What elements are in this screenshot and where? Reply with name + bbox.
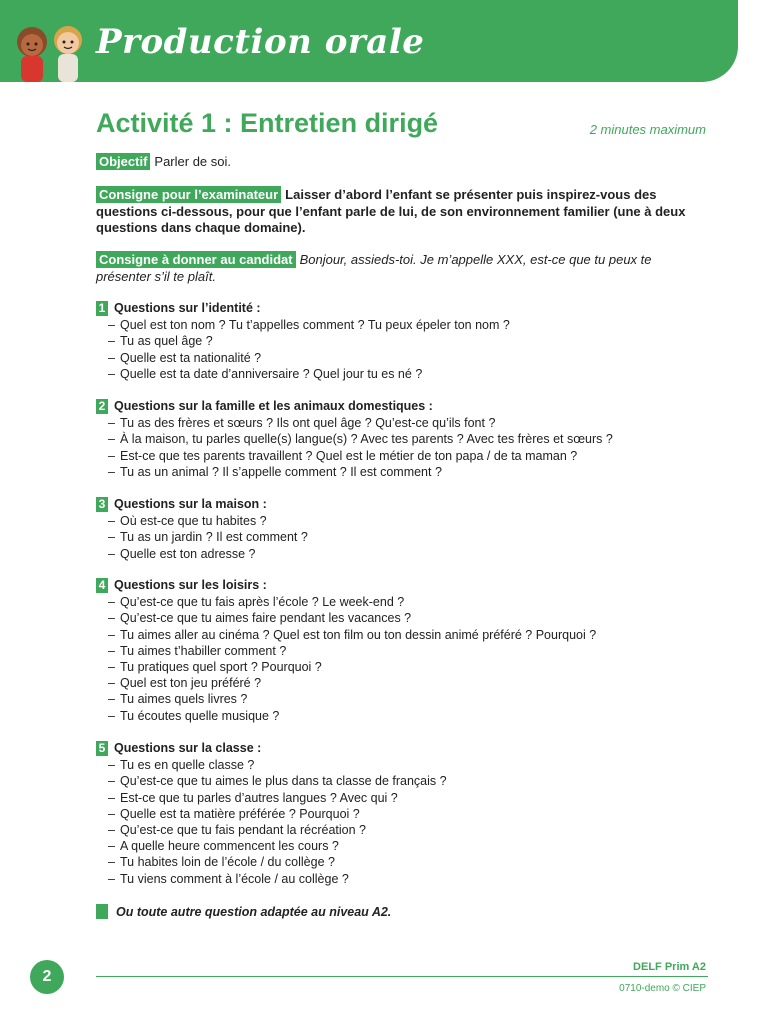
consigne-examinateur-block [96, 187, 696, 237]
question-item: – Quelle est ta nationalité ? [108, 350, 716, 366]
section-identite [96, 300, 716, 382]
final-note-text: Ou toute autre question adaptée au niveau A2. [116, 904, 392, 919]
question-item: – À la maison, tu parles quelle(s) langue(s) ? Avec tes parents ? Avec tes frères et sœurs ? [108, 431, 716, 447]
question-item: – Tu habites loin de l’école / du collège ? [108, 854, 716, 870]
consigne-examinateur-text: Laisser d’abord l’enfant se présenter puis inspirez-vous des questions ci-dessous, pour que l’enfant parle de lui, de son environnement familier (une à deux questions dans chaque domaine). [96, 187, 686, 235]
question-item: – Qu’est-ce que tu fais pendant la récréation ? [108, 822, 716, 838]
section-heading [96, 300, 716, 316]
section-maison [96, 496, 716, 562]
section-title: Questions sur les loisirs : [114, 578, 267, 592]
consigne-candidat-block [96, 252, 696, 285]
section-title: Questions sur la classe : [114, 741, 262, 755]
objectif-text: Parler de soi. [154, 154, 231, 169]
activity-title: Activité 1 : Entretien dirigé [96, 108, 439, 138]
footer-exam-label: DELF Prim A2 [633, 961, 706, 973]
question-item: – A quelle heure commencent les cours ? [108, 838, 716, 854]
section-number: 5 [96, 741, 108, 756]
question-item: – Qu’est-ce que tu fais après l’école ? Le week-end ? [108, 594, 716, 610]
question-item: – Tu aimes aller au cinéma ? Quel est ton film ou ton dessin animé préféré ? Pourquoi ? [108, 627, 716, 643]
consigne-examinateur-label: Consigne pour l’examinateur [96, 186, 281, 203]
section-famille [96, 398, 716, 480]
header-title: Production orale [96, 22, 425, 62]
question-item: – Quel est ton jeu préféré ? [108, 675, 716, 691]
section-heading [96, 577, 716, 593]
question-item: – Tu es en quelle classe ? [108, 757, 716, 773]
question-item: – Est-ce que tu parles d’autres langues ? Avec qui ? [108, 790, 716, 806]
section-number: 1 [96, 301, 108, 316]
section-title: Questions sur la maison : [114, 497, 267, 511]
objectif-block [96, 154, 696, 171]
question-item: – Tu as des frères et sœurs ? Ils ont quel âge ? Qu’est-ce qu’ils font ? [108, 415, 716, 431]
question-list [96, 513, 716, 562]
question-item: – Quelle est ta matière préférée ? Pourquoi ? [108, 806, 716, 822]
question-item: – Est-ce que tes parents travaillent ? Quel est le métier de ton papa / de ta maman ? [108, 448, 716, 464]
question-item: – Quel est ton nom ? Tu t’appelles comment ? Tu peux épeler ton nom ? [108, 317, 716, 333]
section-heading [96, 496, 716, 512]
question-item: – Tu as un jardin ? Il est comment ? [108, 529, 716, 545]
question-item: – Tu pratiques quel sport ? Pourquoi ? [108, 659, 716, 675]
question-item: – Tu écoutes quelle musique ? [108, 708, 716, 724]
section-title: Questions sur l’identité : [114, 301, 261, 315]
consigne-candidat-text: Bonjour, assieds-toi. Je m’appelle XXX, est-ce que tu peux te présenter s’il te plaît. [96, 252, 652, 284]
footer-credit: 0710-demo © CIEP [619, 983, 706, 994]
question-item: – Tu aimes t’habiller comment ? [108, 643, 716, 659]
section-classe [96, 740, 716, 887]
question-item: – Qu’est-ce que tu aimes le plus dans ta classe de français ? [108, 773, 716, 789]
page-number: 2 [30, 960, 64, 994]
footer-divider [96, 976, 708, 977]
section-number: 3 [96, 497, 108, 512]
section-number: 2 [96, 399, 108, 414]
header-band [0, 0, 738, 82]
consigne-candidat-label: Consigne à donner au candidat [96, 251, 296, 268]
final-note [96, 904, 391, 919]
question-list [96, 415, 716, 480]
section-number: 4 [96, 578, 108, 593]
activity-duration: 2 minutes maximum [589, 122, 706, 137]
question-list [96, 594, 716, 724]
section-heading [96, 740, 716, 756]
question-item: – Tu aimes quels livres ? [108, 691, 716, 707]
question-item: – Quelle est ta date d’anniversaire ? Quel jour tu es né ? [108, 366, 716, 382]
section-loisirs [96, 577, 716, 724]
section-heading [96, 398, 716, 414]
question-item: – Tu viens comment à l’école / au collège ? [108, 871, 716, 887]
question-item: – Où est-ce que tu habites ? [108, 513, 716, 529]
two-children-illustration-icon [6, 20, 96, 82]
question-item: – Tu as quel âge ? [108, 333, 716, 349]
question-item: – Tu as un animal ? Il s’appelle comment ? Il est comment ? [108, 464, 716, 480]
final-note-marker [96, 904, 108, 919]
section-title: Questions sur la famille et les animaux domestiques : [114, 399, 433, 413]
question-list [96, 757, 716, 887]
question-item: – Quelle est ton adresse ? [108, 546, 716, 562]
question-item: – Qu’est-ce que tu aimes faire pendant les vacances ? [108, 610, 716, 626]
objectif-label: Objectif [96, 153, 150, 170]
question-list [96, 317, 716, 382]
